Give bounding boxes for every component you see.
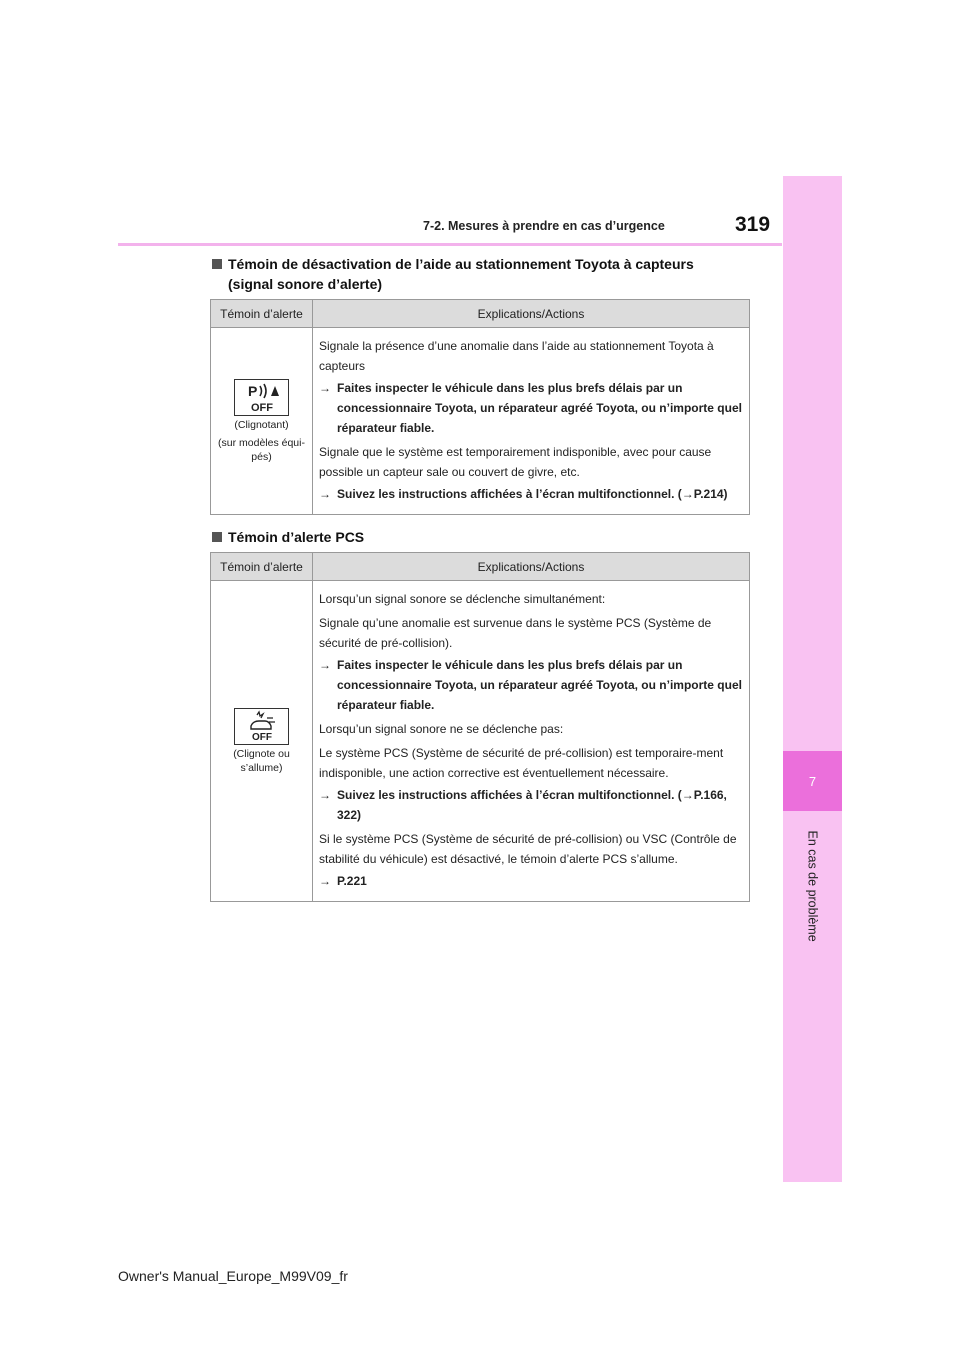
svg-text:P: P <box>247 382 257 399</box>
pcs-off-icon <box>234 708 289 745</box>
arrow-icon: → <box>319 487 331 501</box>
svg-text:OFF: OFF <box>251 731 272 743</box>
arrow-icon: → <box>319 381 331 395</box>
warning-light-cell <box>211 581 313 902</box>
explanation-text: Signale qu’une anomalie est survenue dans le système PCS (Système de sécurité de pré-collision). <box>319 616 712 650</box>
chapter-side-tab <box>783 176 842 1182</box>
arrow-icon: → <box>319 874 331 888</box>
running-header-title: 7-2. Mesures à prendre en cas d’urgence <box>423 219 665 233</box>
explanation-text: Le système PCS (Système de sécurité de pré-collision) est temporaire-ment indisponible, une action corrective est éventuellement nécessaire. <box>319 746 724 780</box>
chapter-number-box <box>783 751 842 811</box>
column-header-explanations: Explications/Actions <box>313 553 750 581</box>
square-bullet-icon <box>212 532 222 542</box>
column-header-explanations: Explications/Actions <box>313 300 750 328</box>
explanation-cell <box>313 328 750 515</box>
icon-caption-equipped: (sur modèles équi-pés) <box>218 436 305 463</box>
square-bullet-icon <box>212 259 222 269</box>
parking-assist-off-icon <box>234 379 289 416</box>
arrow-icon: → <box>319 658 331 672</box>
column-header-warning-light: Témoin d’alerte <box>211 553 313 581</box>
warning-light-cell <box>211 328 313 515</box>
explanation-cell <box>313 581 750 902</box>
column-header-warning-light: Témoin d’alerte <box>211 300 313 328</box>
explanation-text: Lorsqu’un signal sonore ne se déclenche pas: <box>319 722 564 736</box>
table-row <box>211 328 750 515</box>
icon-caption-blinking: (Clignotant) <box>234 418 289 431</box>
action-text: → Suivez les instructions affichées à l’écran multifonctionnel. (→P.166, 322) <box>319 785 743 825</box>
chapter-label: En cas de problème <box>805 830 820 942</box>
icon-caption-blinks-or-lights: (Clignote ou s’allume) <box>233 747 290 774</box>
explanation-text: Lorsqu’un signal sonore se déclenche simultanément: <box>319 592 606 606</box>
table-header-row <box>211 553 750 581</box>
action-text: → Faites inspecter le véhicule dans les plus brefs délais par un concessionnaire Toyota, un réparateur agréé Toyota, ou n’importe quel réparateur fiable. <box>319 655 743 715</box>
explanation-text: Signale la présence d’une anomalie dans l’aide au stationnement Toyota à capteurs <box>319 339 714 373</box>
header-rule <box>118 243 782 246</box>
action-text: → Suivez les instructions affichées à l’écran multifonctionnel. (→P.214) <box>319 484 743 504</box>
explanation-text: Signale que le système est temporairement indisponible, avec pour cause possible un capteur sale ou couvert de givre, etc. <box>319 445 712 479</box>
parking-assist-warning-table <box>210 299 750 515</box>
footer-manual-id: Owner's Manual_Europe_M99V09_fr <box>118 1268 348 1284</box>
action-text: → Faites inspecter le véhicule dans les plus brefs délais par un concessionnaire Toyota, un réparateur agréé Toyota, ou n’importe quel réparateur fiable. <box>319 378 743 438</box>
section-title-pcs: Témoin d’alerte PCS <box>212 527 732 547</box>
section-title-parking-assist: Témoin de désactivation de l’aide au stationnement Toyota à capteurs (signal sonore d’alerte) <box>212 254 732 294</box>
table-row <box>211 581 750 902</box>
table-header-row <box>211 300 750 328</box>
page-number: 319 <box>735 213 771 236</box>
pcs-warning-table <box>210 552 750 902</box>
chapter-number: 7 <box>808 773 817 789</box>
action-text: → P.221 <box>319 871 743 891</box>
arrow-icon: → <box>319 788 331 802</box>
svg-text:OFF: OFF <box>250 401 273 414</box>
explanation-text: Si le système PCS (Système de sécurité de pré-collision) ou VSC (Contrôle de stabilité du véhicule) est désactivé, le témoin d’alerte PCS s’allume. <box>319 832 737 866</box>
